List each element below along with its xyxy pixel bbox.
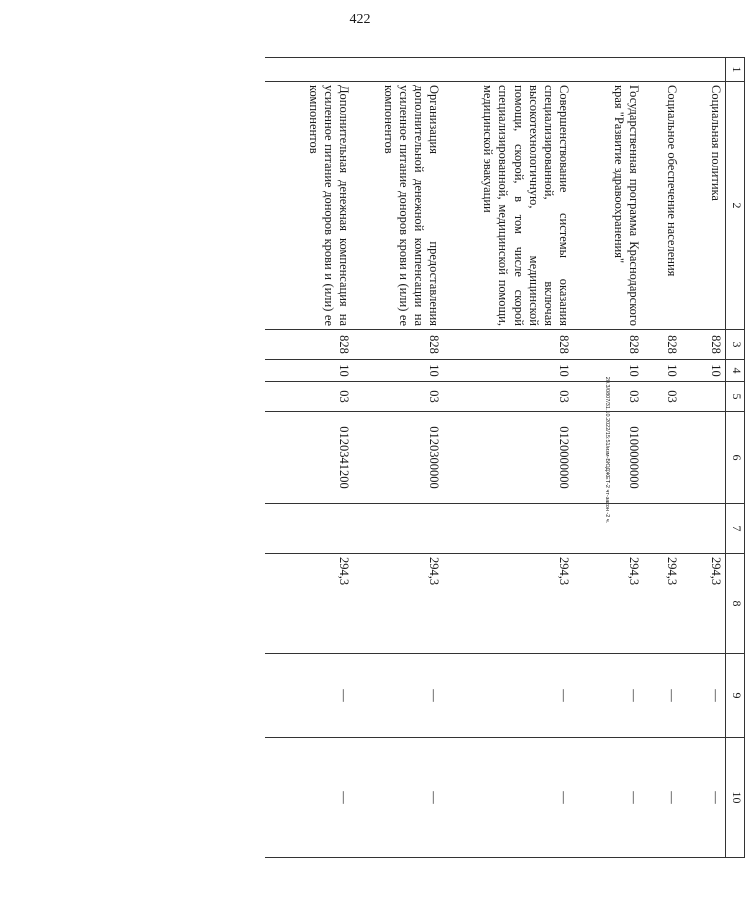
cell-index (682, 58, 726, 82)
cell-section: 10 (265, 360, 354, 382)
cell-expense-type (574, 504, 644, 554)
cell-subsection: 03 (265, 382, 354, 412)
cell-description: Организация предоставления дополнительной денежной компенсации на усиленное питание доноров крови и (или) ее компонентов (354, 82, 444, 330)
cell-expense-type (682, 504, 726, 554)
cell-index (354, 58, 444, 82)
cell-section: 10 (444, 360, 574, 382)
cell-expense-type (354, 504, 444, 554)
table-row (682, 58, 726, 858)
cell-index (444, 58, 574, 82)
column-header: 1 (726, 58, 745, 82)
cell-ministry-code: 828 (265, 330, 354, 360)
cell-index (644, 58, 682, 82)
budget-table-container (265, 57, 745, 857)
cell-col10: — (644, 738, 682, 858)
cell-ministry-code: 828 (354, 330, 444, 360)
cell-description: Дополнительная денежная компенсация на усиленное питание доноров крови и (или) ее компонентов (265, 82, 354, 330)
budget-table (265, 57, 745, 858)
cell-amount: 294,3 (265, 554, 354, 654)
cell-target-article: 0120300000 (354, 412, 444, 504)
table-row (354, 58, 444, 858)
column-header: 3 (726, 330, 745, 360)
cell-subsection: 03 (644, 382, 682, 412)
cell-col9: — (574, 654, 644, 738)
column-header: 5 (726, 382, 745, 412)
cell-col9: — (265, 654, 354, 738)
column-header: 8 (726, 554, 745, 654)
cell-subsection: 03 (444, 382, 574, 412)
table-row (265, 58, 354, 858)
cell-col10: — (444, 738, 574, 858)
cell-expense-type (644, 504, 682, 554)
column-header: 10 (726, 738, 745, 858)
cell-subsection: 03 (574, 382, 644, 412)
cell-target-article (644, 412, 682, 504)
cell-description: Социальное обеспечение населения (644, 82, 682, 330)
cell-subsection: 03 (354, 382, 444, 412)
cell-amount: 294,3 (682, 554, 726, 654)
cell-col10: — (265, 738, 354, 858)
cell-target-article: 0120341200 (265, 412, 354, 504)
column-header: 6 (726, 412, 745, 504)
table-row (574, 58, 644, 858)
document-reference-note: 20.3/0807/31.10.2022/15:51/изм-БЮДЖЕТ-2 чт-закон -2 ч. (604, 376, 610, 524)
cell-ministry-code: 828 (682, 330, 726, 360)
column-header: 2 (726, 82, 745, 330)
cell-target-article: 0100000000 (574, 412, 644, 504)
cell-ministry-code: 828 (644, 330, 682, 360)
cell-ministry-code: 828 (574, 330, 644, 360)
cell-description: Социальная политика (682, 82, 726, 330)
cell-index (574, 58, 644, 82)
table-row (444, 58, 574, 858)
column-header: 9 (726, 654, 745, 738)
cell-index (265, 58, 354, 82)
cell-col9: — (444, 654, 574, 738)
column-header: 7 (726, 504, 745, 554)
page-number: 422 (349, 12, 371, 27)
cell-col9: — (354, 654, 444, 738)
cell-section: 10 (682, 360, 726, 382)
cell-expense-type (444, 504, 574, 554)
cell-amount: 294,3 (644, 554, 682, 654)
cell-target-article: 0120000000 (444, 412, 574, 504)
cell-description: Совершенствование системы оказания специализированной, включая высокотехнологичную, медицинской помощи, скорой, в том числе скорой специализированной, медицинской помощи, медицинской эвакуации (444, 82, 574, 330)
cell-ministry-code: 828 (444, 330, 574, 360)
table-row (644, 58, 682, 858)
cell-col10: — (354, 738, 444, 858)
cell-amount: 294,3 (444, 554, 574, 654)
cell-section: 10 (574, 360, 644, 382)
cell-section: 10 (354, 360, 444, 382)
cell-description: Государственная программа Краснодарского края "Развитие здравоохранения" (574, 82, 644, 330)
cell-col9: — (682, 654, 726, 738)
cell-subsection (682, 382, 726, 412)
cell-amount: 294,3 (354, 554, 444, 654)
cell-col9: — (644, 654, 682, 738)
cell-expense-type (265, 504, 354, 554)
cell-col10: — (682, 738, 726, 858)
cell-section: 10 (644, 360, 682, 382)
column-header: 4 (726, 360, 745, 382)
table-header-row (726, 58, 745, 858)
cell-amount: 294,3 (574, 554, 644, 654)
cell-target-article (682, 412, 726, 504)
cell-col10: — (574, 738, 644, 858)
